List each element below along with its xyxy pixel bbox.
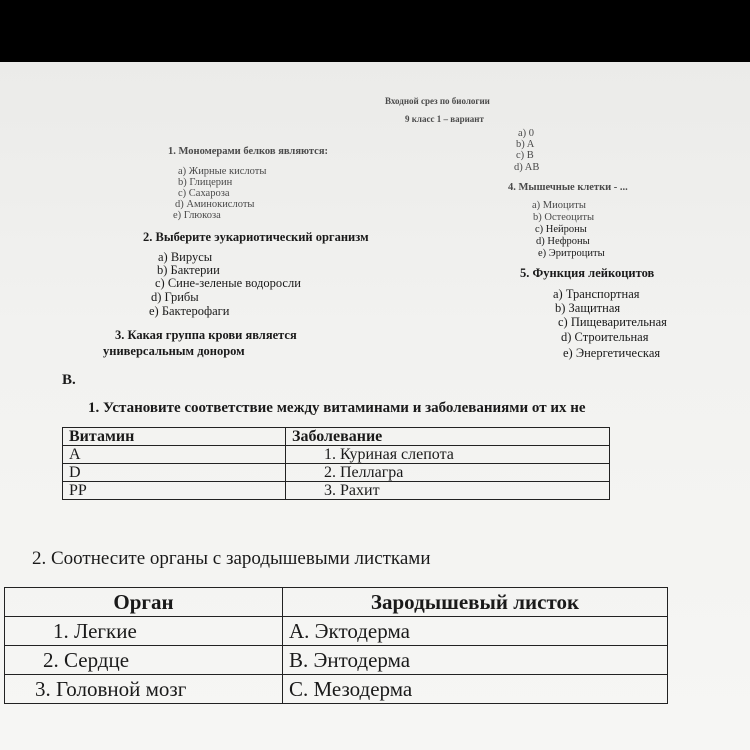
table-cell: A. Эктодерма: [283, 617, 668, 646]
question-3-line-1: 3. Какая группа крови является: [115, 328, 297, 342]
question-3-option: d) AB: [514, 162, 540, 173]
question-1-option: a) Жирные кислоты: [178, 166, 267, 177]
table-row: [5, 646, 668, 675]
question-1-option: b) Глицерин: [178, 177, 233, 188]
worksheet-subtitle: 9 класс 1 – вариант: [405, 114, 484, 124]
question-3-option: c) B: [516, 150, 534, 161]
table-row: [63, 446, 610, 464]
question-5-option: e) Энергетическая: [563, 346, 661, 360]
table-cell: 1. Легкие: [5, 617, 283, 646]
table-cell: 1. Куриная слепота: [286, 446, 610, 464]
table-cell: C. Мезодерма: [283, 675, 668, 704]
table-header-cell: Орган: [5, 588, 283, 617]
table-cell: D: [63, 464, 286, 482]
task-2-text: 2. Соотнесите органы с зародышевыми листками: [32, 548, 431, 569]
table-cell: A: [63, 446, 286, 464]
question-2: 2. Выберите эукариотический организм: [143, 230, 369, 244]
question-1-option: e) Глюкоза: [173, 210, 221, 221]
question-3-option: a) 0: [518, 128, 535, 139]
table-row: [63, 464, 610, 482]
worksheet-page: [0, 62, 750, 750]
question-5-option: a) Транспортная: [553, 287, 640, 301]
table-cell: PP: [63, 482, 286, 500]
question-2-option: a) Вирусы: [158, 250, 213, 264]
question-4-option: a) Миоциты: [532, 200, 586, 211]
question-1-option: c) Сахароза: [178, 188, 230, 199]
vitamins-table: [62, 427, 610, 500]
table-cell: 2. Пеллагра: [286, 464, 610, 482]
question-1-option: d) Аминокислоты: [175, 199, 255, 210]
question-1: 1. Мономерами белков являются:: [168, 146, 329, 157]
question-5-option: c) Пищеварительная: [558, 315, 667, 329]
question-4-option: c) Нейроны: [535, 224, 587, 235]
table-header-cell: Заболевание: [286, 428, 610, 446]
question-3-line-2: универсальным донором: [103, 344, 245, 358]
table-row: [63, 482, 610, 500]
question-5-option: d) Строительная: [561, 330, 649, 344]
question-5-option: b) Защитная: [555, 301, 621, 315]
table-header-cell: Зародышевый листок: [283, 588, 668, 617]
germ-layers-table: [4, 587, 668, 704]
question-4: 4. Мышечные клетки - ...: [508, 182, 628, 193]
question-2-option: b) Бактерии: [157, 263, 220, 277]
question-2-option: c) Сине-зеленые водоросли: [155, 276, 301, 290]
question-3-option: b) A: [516, 139, 535, 150]
section-b-label: B.: [62, 372, 76, 388]
table-header-row: [63, 428, 610, 446]
question-5: 5. Функция лейкоцитов: [520, 266, 655, 280]
table-header-cell: Витамин: [63, 428, 286, 446]
question-2-option: d) Грибы: [151, 290, 199, 304]
question-4-option: b) Остеоциты: [533, 212, 594, 223]
table-cell: B. Энтодерма: [283, 646, 668, 675]
table-cell: 3. Головной мозг: [5, 675, 283, 704]
question-4-option: d) Нефроны: [536, 236, 590, 247]
question-2-option: e) Бактерофаги: [149, 304, 230, 318]
task-1-text: 1. Установите соответствие между витаминами и заболеваниями от их не: [88, 400, 586, 416]
table-cell: 2. Сердце: [5, 646, 283, 675]
question-4-option: e) Эритроциты: [538, 248, 605, 259]
table-cell: 3. Рахит: [286, 482, 610, 500]
worksheet-title: Входной срез по биологии: [385, 96, 490, 106]
table-row: [5, 617, 668, 646]
table-header-row: [5, 588, 668, 617]
table-row: [5, 675, 668, 704]
